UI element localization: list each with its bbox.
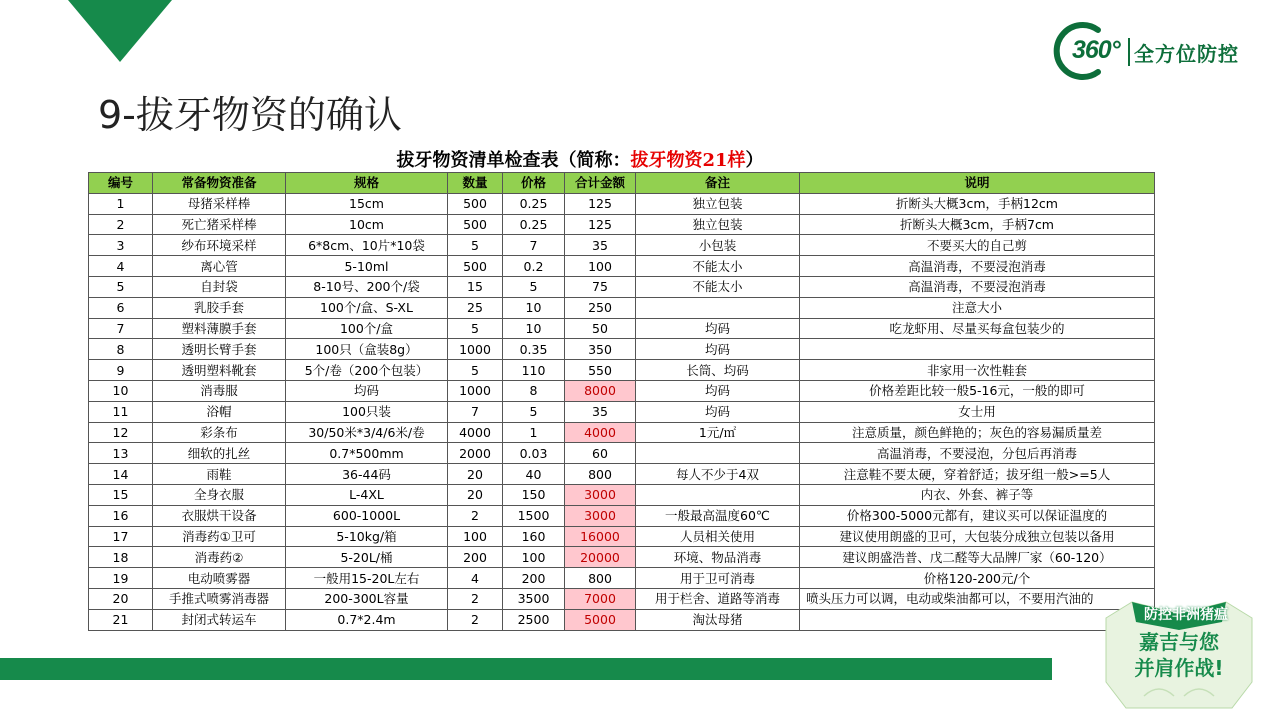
quantity-cell: 2 <box>448 588 503 609</box>
row-number-cell: 13 <box>89 443 153 464</box>
spec-cell: 200-300L容量 <box>286 588 448 609</box>
header-cell: 规格 <box>286 173 448 194</box>
price-cell: 110 <box>503 360 565 381</box>
remark-cell: 独立包装 <box>636 214 800 235</box>
spec-cell: 5个/卷（200个包装） <box>286 360 448 381</box>
remark-cell: 均码 <box>636 401 800 422</box>
quantity-cell: 2 <box>448 505 503 526</box>
item-name-cell: 离心管 <box>153 256 286 277</box>
quantity-cell: 25 <box>448 297 503 318</box>
row-number-cell: 18 <box>89 547 153 568</box>
remark-cell: 独立包装 <box>636 193 800 214</box>
item-name-cell: 自封袋 <box>153 276 286 297</box>
item-name-cell: 透明塑料靴套 <box>153 360 286 381</box>
price-cell: 10 <box>503 297 565 318</box>
row-number-cell: 3 <box>89 235 153 256</box>
remark-cell: 长筒、均码 <box>636 360 800 381</box>
remark-cell: 不能太小 <box>636 256 800 277</box>
item-name-cell: 消毒药①卫可 <box>153 526 286 547</box>
total-amount-cell: 250 <box>565 297 636 318</box>
total-amount-cell: 8000 <box>565 380 636 401</box>
quantity-cell: 500 <box>448 256 503 277</box>
item-name-cell: 浴帽 <box>153 401 286 422</box>
row-number-cell: 20 <box>89 588 153 609</box>
price-cell: 5 <box>503 401 565 422</box>
row-number-cell: 11 <box>89 401 153 422</box>
description-cell: 高温消毒，不要浸泡消毒 <box>800 256 1155 277</box>
quantity-cell: 15 <box>448 276 503 297</box>
item-name-cell: 电动喷雾器 <box>153 568 286 589</box>
quantity-cell: 20 <box>448 464 503 485</box>
total-amount-cell: 800 <box>565 464 636 485</box>
item-name-cell: 塑料薄膜手套 <box>153 318 286 339</box>
description-cell: 价格差距比较一般5-16元，一般的即可 <box>800 380 1155 401</box>
price-cell: 0.03 <box>503 443 565 464</box>
table-row <box>89 318 1155 339</box>
row-number-cell: 21 <box>89 609 153 630</box>
item-name-cell: 雨鞋 <box>153 464 286 485</box>
price-cell: 5 <box>503 276 565 297</box>
quantity-cell: 20 <box>448 484 503 505</box>
description-cell: 建议朗盛浩普、戊二醛等大品牌厂家（60-120） <box>800 547 1155 568</box>
remark-cell: 均码 <box>636 318 800 339</box>
logo-separator <box>1128 38 1130 66</box>
spec-cell: 36-44码 <box>286 464 448 485</box>
item-name-cell: 细软的扎丝 <box>153 443 286 464</box>
price-cell: 8 <box>503 380 565 401</box>
table-row <box>89 339 1155 360</box>
description-cell: 注意鞋不要太硬，穿着舒适；拔牙组一般>=5人 <box>800 464 1155 485</box>
row-number-cell: 5 <box>89 276 153 297</box>
total-amount-cell: 20000 <box>565 547 636 568</box>
spec-cell: 6*8cm、10片*10袋 <box>286 235 448 256</box>
item-name-cell: 全身衣服 <box>153 484 286 505</box>
header-cell: 说明 <box>800 173 1155 194</box>
total-amount-cell: 4000 <box>565 422 636 443</box>
price-cell: 7 <box>503 235 565 256</box>
table-row <box>89 214 1155 235</box>
bottom-accent-bar <box>0 658 1052 680</box>
spec-cell: 15cm <box>286 193 448 214</box>
spec-cell: 0.7*500mm <box>286 443 448 464</box>
total-amount-cell: 550 <box>565 360 636 381</box>
total-amount-cell: 60 <box>565 443 636 464</box>
table-row <box>89 297 1155 318</box>
spec-cell: 600-1000L <box>286 505 448 526</box>
description-cell: 建议使用朗盛的卫可，大包装分成独立包装以备用 <box>800 526 1155 547</box>
spec-cell: 100个/盒 <box>286 318 448 339</box>
total-amount-cell: 125 <box>565 193 636 214</box>
remark-cell <box>636 484 800 505</box>
remark-cell: 均码 <box>636 339 800 360</box>
spec-cell: 5-10ml <box>286 256 448 277</box>
quantity-cell: 5 <box>448 235 503 256</box>
table-row <box>89 401 1155 422</box>
total-amount-cell: 3000 <box>565 505 636 526</box>
total-amount-cell: 75 <box>565 276 636 297</box>
table-row <box>89 443 1155 464</box>
quantity-cell: 7 <box>448 401 503 422</box>
price-cell: 3500 <box>503 588 565 609</box>
spec-cell: 5-10kg/箱 <box>286 526 448 547</box>
total-amount-cell: 350 <box>565 339 636 360</box>
table-row <box>89 380 1155 401</box>
description-cell: 价格300-5000元都有，建议买可以保证温度的 <box>800 505 1155 526</box>
quantity-cell: 200 <box>448 547 503 568</box>
price-cell: 1 <box>503 422 565 443</box>
table-row <box>89 609 1155 630</box>
inventory-table <box>88 172 1155 631</box>
header-cell: 编号 <box>89 173 153 194</box>
quantity-cell: 500 <box>448 214 503 235</box>
total-amount-cell: 50 <box>565 318 636 339</box>
spec-cell: 5-20L/桶 <box>286 547 448 568</box>
description-cell: 女士用 <box>800 401 1155 422</box>
description-cell: 喷头压力可以调，电动或柴油都可以，不要用汽油的 <box>800 588 1155 609</box>
item-name-cell: 彩条布 <box>153 422 286 443</box>
description-cell: 不要买大的自己剪 <box>800 235 1155 256</box>
remark-cell: 1元/㎡ <box>636 422 800 443</box>
price-cell: 150 <box>503 484 565 505</box>
spec-cell: 10cm <box>286 214 448 235</box>
item-name-cell: 透明长臂手套 <box>153 339 286 360</box>
spec-cell: 100只（盒装8g） <box>286 339 448 360</box>
row-number-cell: 12 <box>89 422 153 443</box>
header-cell: 常备物资准备 <box>153 173 286 194</box>
description-cell: 注意质量，颜色鲜艳的；灰色的容易漏质量差 <box>800 422 1155 443</box>
spec-cell: 30/50米*3/4/6米/卷 <box>286 422 448 443</box>
remark-cell <box>636 297 800 318</box>
description-cell: 折断头大概3cm，手柄7cm <box>800 214 1155 235</box>
total-amount-cell: 125 <box>565 214 636 235</box>
table-row <box>89 360 1155 381</box>
quantity-cell: 4000 <box>448 422 503 443</box>
table-row <box>89 256 1155 277</box>
quantity-cell: 5 <box>448 318 503 339</box>
table-row <box>89 464 1155 485</box>
row-number-cell: 4 <box>89 256 153 277</box>
price-cell: 10 <box>503 318 565 339</box>
item-name-cell: 乳胶手套 <box>153 297 286 318</box>
description-cell: 高温消毒，不要浸泡消毒 <box>800 276 1155 297</box>
row-number-cell: 14 <box>89 464 153 485</box>
logo-text: 全方位防控 <box>1134 44 1239 66</box>
total-amount-cell: 7000 <box>565 588 636 609</box>
table-title <box>0 146 1160 172</box>
spec-cell: 100个/盒、S-XL <box>286 297 448 318</box>
brand-logo <box>1046 20 1266 82</box>
header-cell: 价格 <box>503 173 565 194</box>
total-amount-cell: 800 <box>565 568 636 589</box>
table-row <box>89 484 1155 505</box>
remark-cell: 不能太小 <box>636 276 800 297</box>
item-name-cell: 衣服烘干设备 <box>153 505 286 526</box>
row-number-cell: 17 <box>89 526 153 547</box>
price-cell: 2500 <box>503 609 565 630</box>
table-row <box>89 505 1155 526</box>
price-cell: 0.25 <box>503 193 565 214</box>
item-name-cell: 手推式喷雾消毒器 <box>153 588 286 609</box>
description-cell: 非家用一次性鞋套 <box>800 360 1155 381</box>
remark-cell: 用于卫可消毒 <box>636 568 800 589</box>
description-cell: 吃龙虾用、尽量买每盒包装少的 <box>800 318 1155 339</box>
description-cell: 内衣、外套、裤子等 <box>800 484 1155 505</box>
spec-cell: 一般用15-20L左右 <box>286 568 448 589</box>
row-number-cell: 1 <box>89 193 153 214</box>
remark-cell: 一般最高温度60℃ <box>636 505 800 526</box>
remark-cell: 均码 <box>636 380 800 401</box>
badge-line-1: 防控非洲猪瘟 <box>1144 607 1228 623</box>
spec-cell: L-4XL <box>286 484 448 505</box>
row-number-cell: 2 <box>89 214 153 235</box>
quantity-cell: 1000 <box>448 339 503 360</box>
total-amount-cell: 100 <box>565 256 636 277</box>
price-cell: 100 <box>503 547 565 568</box>
table-title-main: 拔牙物资清单检查表（简称： <box>396 150 631 171</box>
quantity-cell: 1000 <box>448 380 503 401</box>
table-row <box>89 276 1155 297</box>
table-row <box>89 526 1155 547</box>
row-number-cell: 8 <box>89 339 153 360</box>
total-amount-cell: 35 <box>565 401 636 422</box>
header-cell: 数量 <box>448 173 503 194</box>
description-cell: 折断头大概3cm，手柄12cm <box>800 193 1155 214</box>
header-cell: 合计金额 <box>565 173 636 194</box>
description-cell <box>800 339 1155 360</box>
item-name-cell: 消毒药② <box>153 547 286 568</box>
price-cell: 160 <box>503 526 565 547</box>
total-amount-cell: 5000 <box>565 609 636 630</box>
spec-cell: 100只装 <box>286 401 448 422</box>
row-number-cell: 15 <box>89 484 153 505</box>
table-title-end: ） <box>745 150 764 171</box>
row-number-cell: 16 <box>89 505 153 526</box>
item-name-cell: 纱布环境采样 <box>153 235 286 256</box>
remark-cell: 用于栏舍、道路等消毒 <box>636 588 800 609</box>
quantity-cell: 500 <box>448 193 503 214</box>
remark-cell: 小包装 <box>636 235 800 256</box>
item-name-cell: 母猪采样棒 <box>153 193 286 214</box>
description-cell: 高温消毒，不要浸泡，分包后再消毒 <box>800 443 1155 464</box>
logo-number: 360° <box>1072 36 1120 64</box>
badge-line-2: 嘉吉与您 <box>1139 630 1219 654</box>
table-title-highlight: 拔牙物资21样 <box>630 150 746 171</box>
table-row <box>89 193 1155 214</box>
row-number-cell: 9 <box>89 360 153 381</box>
table-header-row <box>89 173 1155 194</box>
table-row <box>89 588 1155 609</box>
price-cell: 0.25 <box>503 214 565 235</box>
campaign-badge <box>1104 600 1254 710</box>
quantity-cell: 2000 <box>448 443 503 464</box>
total-amount-cell: 35 <box>565 235 636 256</box>
item-name-cell: 消毒服 <box>153 380 286 401</box>
spec-cell: 8-10号、200个/袋 <box>286 276 448 297</box>
table-row <box>89 235 1155 256</box>
table-row <box>89 547 1155 568</box>
table-row <box>89 568 1155 589</box>
price-cell: 1500 <box>503 505 565 526</box>
description-cell: 注意大小 <box>800 297 1155 318</box>
corner-triangle-decoration <box>68 0 172 62</box>
row-number-cell: 19 <box>89 568 153 589</box>
description-cell <box>800 609 1155 630</box>
remark-cell: 人员相关使用 <box>636 526 800 547</box>
item-name-cell: 死亡猪采样棒 <box>153 214 286 235</box>
row-number-cell: 6 <box>89 297 153 318</box>
remark-cell <box>636 443 800 464</box>
quantity-cell: 5 <box>448 360 503 381</box>
total-amount-cell: 3000 <box>565 484 636 505</box>
price-cell: 200 <box>503 568 565 589</box>
price-cell: 40 <box>503 464 565 485</box>
spec-cell: 0.7*2.4m <box>286 609 448 630</box>
remark-cell: 淘汰母猪 <box>636 609 800 630</box>
price-cell: 0.35 <box>503 339 565 360</box>
description-cell: 价格120-200元/个 <box>800 568 1155 589</box>
quantity-cell: 100 <box>448 526 503 547</box>
spec-cell: 均码 <box>286 380 448 401</box>
row-number-cell: 10 <box>89 380 153 401</box>
table-body <box>89 193 1155 630</box>
page-title: 9-拔牙物资的确认 <box>98 93 402 137</box>
row-number-cell: 7 <box>89 318 153 339</box>
quantity-cell: 4 <box>448 568 503 589</box>
total-amount-cell: 16000 <box>565 526 636 547</box>
remark-cell: 每人不少于4双 <box>636 464 800 485</box>
quantity-cell: 2 <box>448 609 503 630</box>
badge-line-3: 并肩作战! <box>1134 656 1224 680</box>
table-row <box>89 422 1155 443</box>
item-name-cell: 封闭式转运车 <box>153 609 286 630</box>
remark-cell: 环境、物品消毒 <box>636 547 800 568</box>
price-cell: 0.2 <box>503 256 565 277</box>
header-cell: 备注 <box>636 173 800 194</box>
